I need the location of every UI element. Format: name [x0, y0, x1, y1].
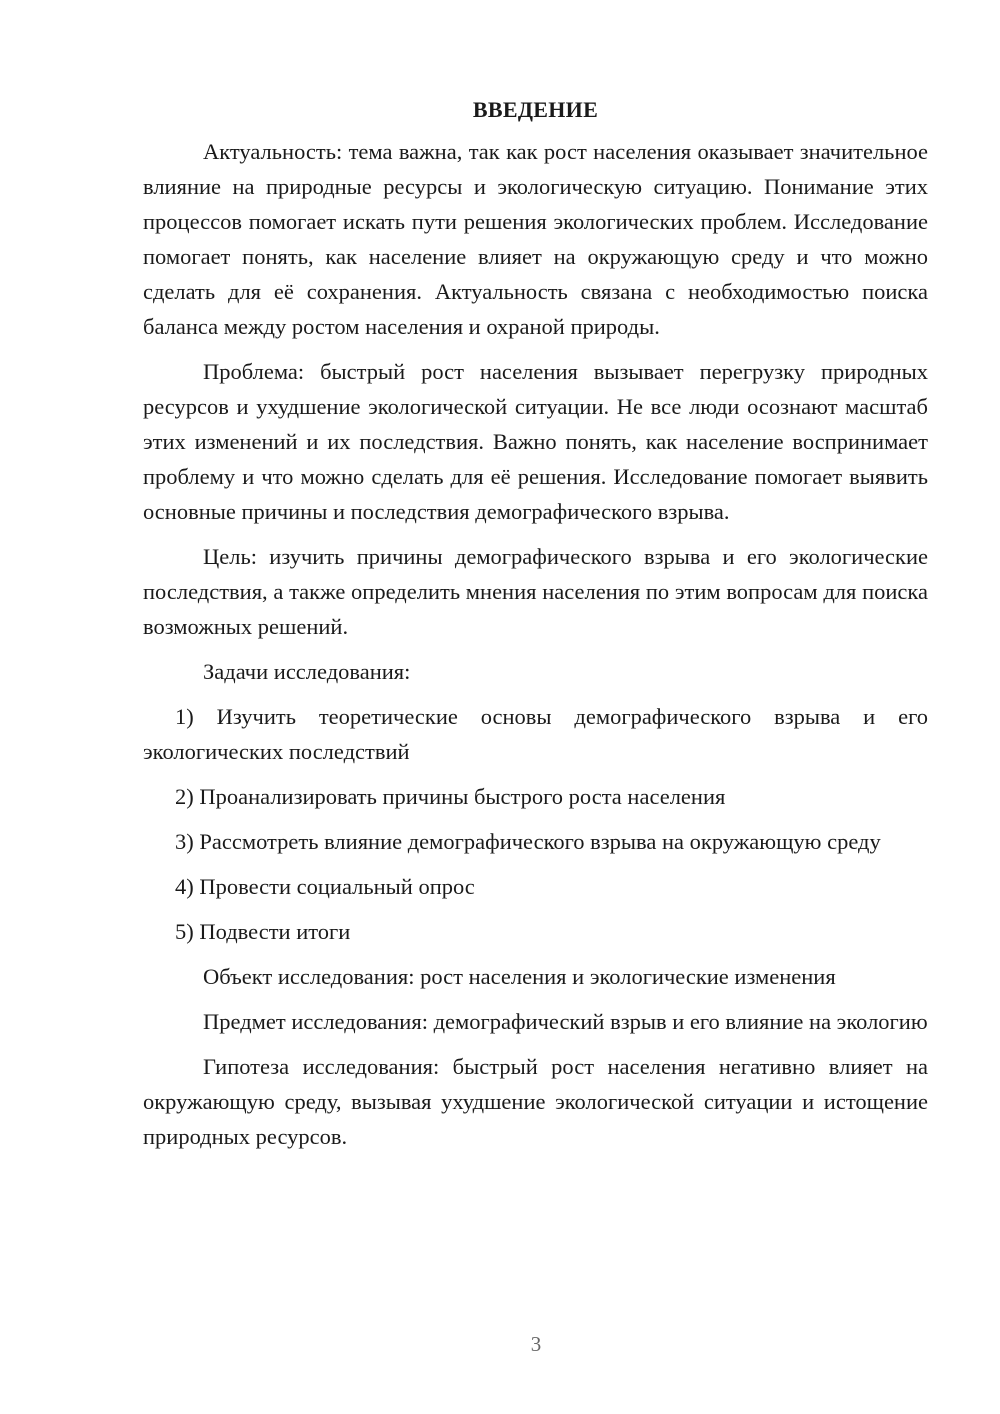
page-number: 3 — [530, 1332, 542, 1356]
page-title: ВВЕДЕНИЕ — [472, 97, 599, 122]
research-object: Объект исследования: рост населения и экологические изменения — [203, 964, 836, 989]
research-hypothesis: Гипотеза исследования: быстрый рост населения негативно влияет на окружающую среду, вызывая ухудшение экологической ситуации и истощение природных ресурсов. — [143, 1054, 928, 1149]
goal-paragraph: Цель: изучить причины демографического взрыва и его экологические последствия, а также определить мнения населения по этим вопросам для поиска возможных решений. — [143, 544, 928, 639]
document-page — [143, 90, 928, 1154]
task-item: 1) Изучить теоретические основы демографического взрыва и его экологических последствий — [143, 704, 928, 764]
tasks-heading: Задачи исследования: — [203, 659, 411, 684]
task-item: 4) Провести социальный опрос — [175, 874, 475, 899]
problem-paragraph: Проблема: быстрый рост населения вызывает перегрузку природных ресурсов и ухудшение экологической ситуации. Не все люди осознают масштаб этих изменений и их последствия. Важно понять, как население воспринимает проблему и что можно сделать для её решения. Исследование помогает выявить основные причины и последствия демографического взрыва. — [143, 359, 928, 524]
task-item: 5) Подвести итоги — [175, 919, 351, 944]
relevance-paragraph: Актуальность: тема важна, так как рост населения оказывает значительное влияние на природные ресурсы и экологическую ситуацию. Понимание этих процессов помогает искать пути решения экологических проблем. Исследование помогает понять, как население влияет на окружающую среду и что можно сделать для её сохранения. Актуальность связана с необходимостью поиска баланса между ростом населения и охраной природы. — [143, 139, 928, 339]
task-item: 3) Рассмотреть влияние демографического взрыва на окружающую среду — [175, 829, 881, 854]
research-subject: Предмет исследования: демографический взрыв и его влияние на экологию — [203, 1009, 928, 1034]
task-item: 2) Проанализировать причины быстрого роста населения — [175, 784, 726, 809]
